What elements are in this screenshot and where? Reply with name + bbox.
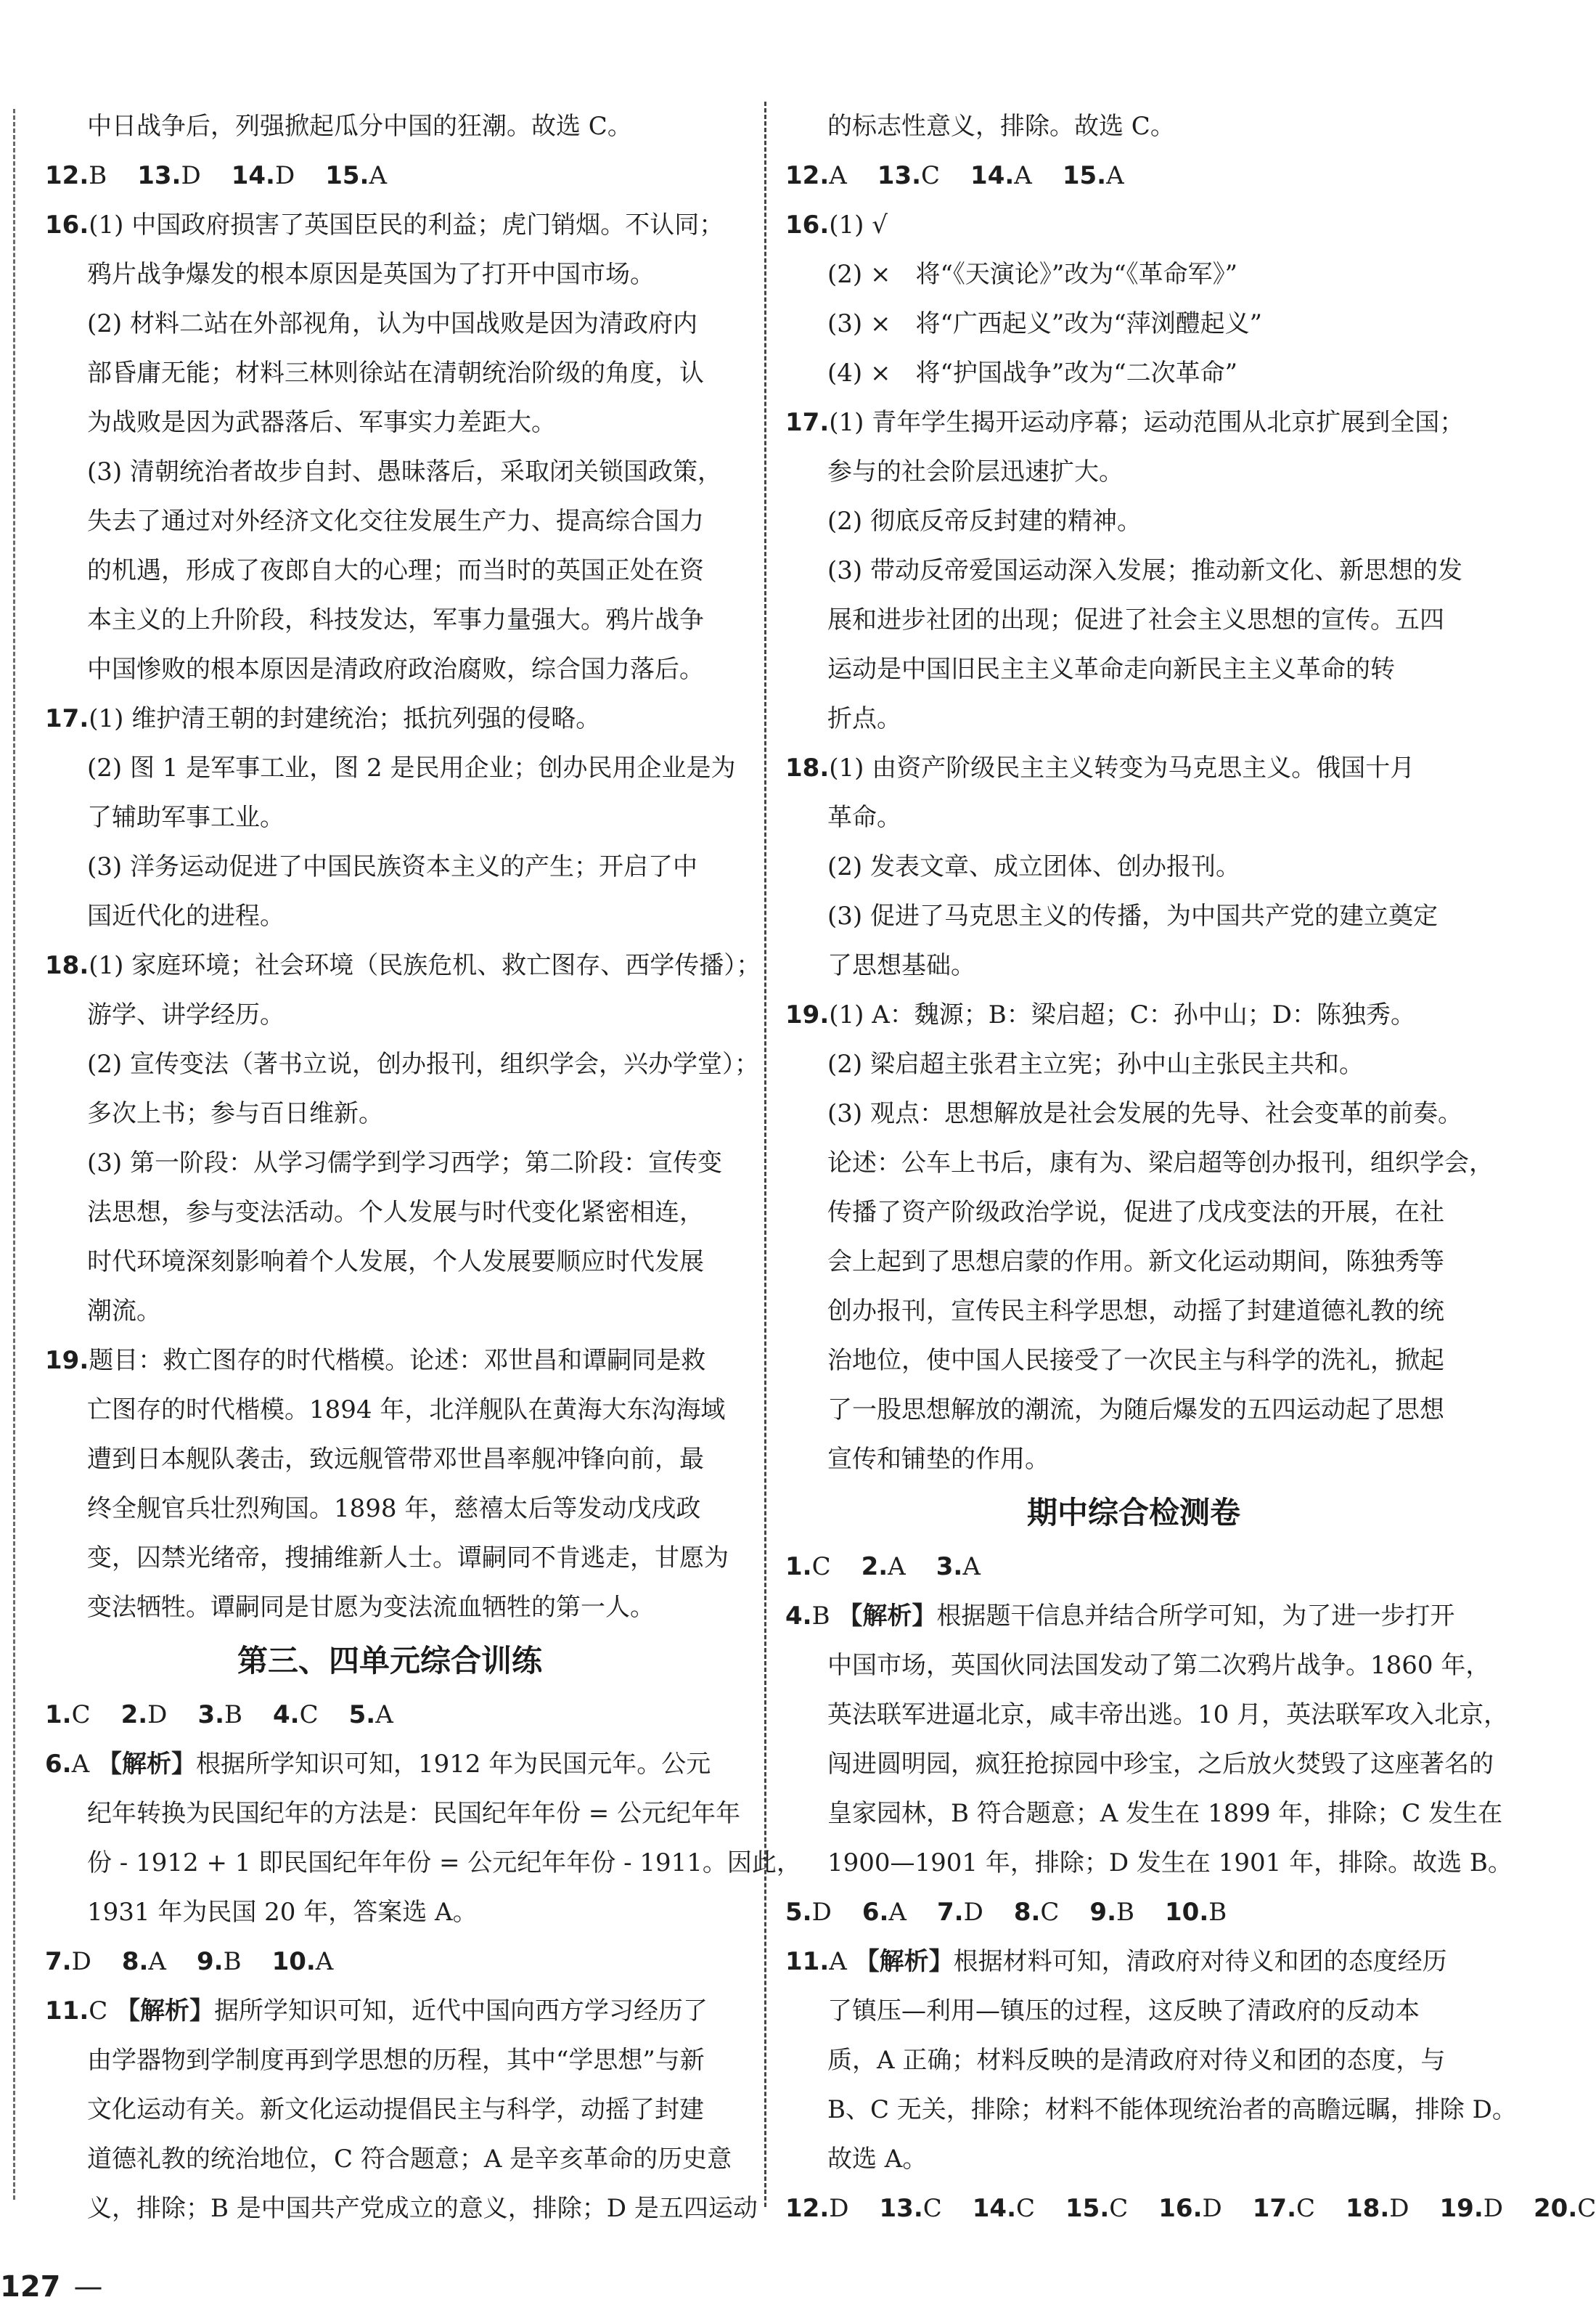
section-heading: 期中综合检测卷 (1026, 1495, 1240, 1530)
question-number: 1. (45, 1700, 72, 1729)
answer-text-line: 了思想基础。 (827, 951, 975, 980)
question-answer-line (785, 743, 1482, 793)
answer-text-line: 宣传和铺垫的作用。 (827, 1445, 1049, 1474)
answer-text-line: 终全舰官兵壮烈殉国。1898 年，慈禧太后等发动戊戌政 (87, 1494, 701, 1523)
answer-letter: B (811, 1602, 838, 1631)
answer-letter: D (274, 161, 295, 190)
question-number: 3. (197, 1700, 225, 1729)
answer-letter: A (829, 1947, 855, 1976)
answer-text-line: 份 - 1912 + 1 即民国纪年年份 = 公元纪年年份 - 1911。因此， (87, 1848, 801, 1877)
answer-item (862, 1542, 906, 1591)
answer-item (272, 1937, 334, 1986)
answer-item (1165, 1888, 1227, 1937)
question-number: 17. (785, 408, 830, 437)
answer-text-line: 游学、讲学经历。 (87, 1000, 285, 1029)
question-number: 19. (785, 1000, 830, 1029)
answer-text-line: (3) 观点：思想解放是社会发展的先导、社会变革的前奏。 (827, 1099, 1462, 1128)
question-number: 5. (785, 1898, 812, 1927)
answer-row (785, 1888, 1482, 1937)
answer-letter: D (1483, 2194, 1503, 2223)
answer-item (1440, 2184, 1504, 2233)
question-number: 13. (879, 2194, 923, 2223)
answer-row (785, 151, 1482, 200)
question-number: 16. (45, 211, 89, 240)
answer-text-line: 故选 A。 (827, 2145, 928, 2174)
answer-letter: D (963, 1898, 983, 1927)
answer-letter: A (962, 1552, 981, 1581)
answer-letter: A (1106, 161, 1124, 190)
question-number: 14. (231, 161, 275, 190)
answer-text-line: (2) 发表文章、成立团体、创办报刊。 (827, 852, 1240, 881)
answer-text-line: (4) × 将“护国战争”改为“二次革命” (827, 359, 1237, 388)
answer-row (45, 151, 734, 200)
question-number: 3. (936, 1552, 963, 1581)
answer-item (785, 2184, 849, 2233)
answer-letter: A (71, 1750, 97, 1779)
question-number: 10. (271, 1947, 316, 1976)
answer-item (1534, 2184, 1596, 2233)
answer-text-line: 传播了资产阶级政治学说，促进了戊戌变法的开展，在社 (827, 1198, 1444, 1227)
answer-text: (1) 家庭环境；社会环境（民族危机、救亡图存、西学传播）； (89, 951, 761, 980)
answer-item (1158, 2184, 1222, 2233)
answer-letter: A (1014, 161, 1032, 190)
answer-text-line: 闯进圆明园，疯狂抢掠园中珍宝，之后放火焚毁了这座著名的 (827, 1750, 1494, 1779)
answer-item (137, 151, 201, 200)
answer-text-line: (2) 材料二站在外部视角，认为中国战败是因为清政府内 (87, 309, 697, 338)
answer-item (936, 1542, 981, 1591)
answer-text-line: 义，排除；B 是中国共产党成立的意义，排除；D 是五四运动 (87, 2194, 758, 2223)
answer-text-line: 运动是中国旧民主主义革命走向新民主主义革命的转 (827, 655, 1395, 684)
answer-item (877, 151, 940, 200)
question-number: 2. (861, 1552, 888, 1581)
question-answer-line (45, 1739, 734, 1789)
answer-item (325, 151, 387, 200)
answer-letter: A (148, 1947, 166, 1976)
answer-text-line: 为战败是因为武器落后、军事实力差距大。 (87, 408, 556, 437)
question-answer-line (785, 1591, 1482, 1641)
answer-text-line: 变法牺牲。谭嗣同是甘愿为变法流血牺牲的第一人。 (87, 1593, 655, 1622)
analysis-tag: 【解析】 (115, 1996, 215, 2026)
answer-text: (1) 由资产阶级民主主义转变为马克思主义。俄国十月 (829, 754, 1415, 783)
answer-letter: D (147, 1700, 168, 1729)
question-number: 9. (1089, 1898, 1116, 1927)
question-number: 14. (970, 161, 1015, 190)
answer-letter: D (181, 161, 201, 190)
answer-text: 根据题干信息并结合所学可知，为了进一步打开 (936, 1602, 1455, 1631)
answer-row (45, 1937, 734, 1986)
answer-item (1014, 1888, 1060, 1937)
answer-text-line: (3) 带动反帝爱国运动深入发展；推动新文化、新思想的发 (827, 556, 1462, 585)
question-number: 13. (137, 161, 181, 190)
answer-text-line: 参与的社会阶层迅速扩大。 (827, 457, 1124, 486)
question-number: 5. (348, 1700, 376, 1729)
answer-letter: C (921, 161, 941, 190)
answer-letter: C (922, 2194, 942, 2223)
question-number: 14. (972, 2194, 1016, 2223)
answer-letter: A (888, 1552, 906, 1581)
answer-text-line: 亡图存的时代楷模。1894 年，北洋舰队在黄海大东沟海域 (87, 1395, 726, 1424)
analysis-tag: 【解析】 (97, 1750, 196, 1779)
question-number: 17. (45, 704, 89, 733)
answer-letter: A (369, 161, 388, 190)
answer-text-line: 纪年转换为民国纪年的方法是：民国纪年年份 = 公元纪年年 (87, 1799, 741, 1828)
answer-text-line: (2) 彻底反帝反封建的精神。 (827, 507, 1142, 536)
answer-item (197, 1937, 242, 1986)
question-answer-line (45, 694, 734, 743)
answer-letter: C (1577, 2194, 1596, 2223)
question-answer-line (785, 990, 1482, 1040)
question-answer-line (785, 398, 1482, 447)
answer-item (937, 1888, 983, 1937)
answer-text-line: 鸦片战争爆发的根本原因是英国为了打开中国市场。 (87, 260, 655, 289)
analysis-tag: 【解析】 (838, 1602, 937, 1631)
binding-edge-line (13, 109, 15, 2200)
answer-text-line: 展和进步社团的出现；促进了社会主义思想的宣传。五四 (827, 605, 1444, 635)
answer-item (862, 1888, 907, 1937)
question-number: 18. (785, 754, 830, 783)
answer-letter: B (1208, 1898, 1227, 1927)
answer-item (121, 1690, 168, 1739)
answer-text-line: 时代环境深刻影响着个人发展，个人发展要顺应时代发展 (87, 1247, 704, 1276)
page-footer (0, 2265, 103, 2309)
answer-item (880, 2184, 942, 2233)
question-number: 16. (785, 211, 830, 240)
answer-text-line: 中国惨败的根本原因是清政府政治腐败，综合国力落后。 (87, 655, 704, 684)
section-heading: 第三、四单元综合训练 (237, 1643, 542, 1678)
answer-row (45, 1690, 734, 1739)
answer-text-line: 由学器物到学制度再到学思想的历程，其中“学思想”与新 (87, 2046, 705, 2075)
answer-text: 根据所学知识可知，1912 年为民国元年。公元 (195, 1750, 711, 1779)
answer-letter: D (829, 2194, 849, 2223)
answer-text-line: 的标志性意义，排除。故选 C。 (827, 112, 1175, 141)
answer-text-line: 变，囚禁光绪帝，搜捕维新人士。谭嗣同不肯逃走，甘愿为 (87, 1543, 729, 1572)
answer-item (785, 151, 847, 200)
answer-letter: D (811, 1898, 832, 1927)
answer-item (45, 151, 107, 200)
answer-text: (1) √ (829, 211, 888, 240)
answer-letter: C (1015, 2194, 1035, 2223)
answer-item (1346, 2184, 1409, 2233)
answer-text-line: 中国市场，英国伙同法国发动了第二次鸦片战争。1860 年， (827, 1651, 1491, 1680)
answer-text-line: (3) 第一阶段：从学习儒学到学习西学；第二阶段：宣传变 (87, 1149, 722, 1178)
question-answer-line (785, 200, 1482, 250)
question-number: 16. (1158, 2194, 1203, 2223)
answer-text-line: 多次上书；参与百日维新。 (87, 1099, 383, 1128)
question-number: 18. (45, 951, 89, 980)
question-number: 6. (45, 1750, 72, 1779)
answer-item (232, 151, 295, 200)
answer-letter: B (1116, 1898, 1134, 1927)
question-number: 8. (1013, 1898, 1041, 1927)
answer-item (973, 2184, 1035, 2233)
question-number: 2. (120, 1700, 148, 1729)
answer-text-line: 了一股思想解放的潮流，为随后爆发的五四运动起了思想 (827, 1395, 1444, 1424)
question-number: 11. (785, 1947, 830, 1976)
answer-text-line: 1900—1901 年，排除；D 发生在 1901 年，排除。故选 B。 (827, 1848, 1513, 1877)
answer-letter: C (71, 1700, 91, 1729)
answer-letter: B (89, 161, 107, 190)
answer-text: (1) A：魏源；B：梁启超；C：孙中山；D：陈独秀。 (829, 1000, 1416, 1029)
answer-item (785, 1542, 831, 1591)
answer-text-line: 本主义的上升阶段，科技发达，军事力量强大。鸦片战争 (87, 605, 704, 635)
question-number: 19. (1439, 2194, 1484, 2223)
question-number: 15. (1062, 161, 1107, 190)
answer-text-line: 英法联军进逼北京，咸丰帝出逃。10 月，英法联军攻入北京， (827, 1700, 1509, 1729)
answer-row (785, 2184, 1596, 2233)
question-number: 10. (1165, 1898, 1209, 1927)
answer-letter: D (1202, 2194, 1222, 2223)
answer-text-line: (3) × 将“广西起义”改为“萍浏醴起义” (827, 309, 1262, 338)
question-number: 18. (1346, 2194, 1390, 2223)
left-column (45, 102, 801, 2233)
question-number: 17. (1252, 2194, 1296, 2223)
answer-letter: B (223, 1947, 242, 1976)
answer-letter: C (1296, 2194, 1315, 2223)
answer-letter: C (299, 1700, 319, 1729)
answer-letter: C (89, 1996, 116, 2026)
question-number: 6. (862, 1898, 889, 1927)
answer-letter: A (888, 1898, 907, 1927)
answer-item (45, 1690, 91, 1739)
answer-text-line: 论述：公车上书后，康有为、梁启超等创办报刊，组织学会， (827, 1149, 1494, 1178)
answer-text-line: 文化运动有关。新文化运动提倡民主与科学，动摇了封建 (87, 2095, 704, 2124)
question-number: 12. (785, 161, 830, 190)
answer-letter: C (1040, 1898, 1060, 1927)
question-answer-line (785, 1937, 1482, 1986)
question-number: 11. (45, 1996, 89, 2026)
answer-item (970, 151, 1032, 200)
question-number: 9. (196, 1947, 224, 1976)
answer-item (349, 1690, 393, 1739)
answer-text-line: 中日战争后，列强掀起瓜分中国的狂潮。故选 C。 (87, 112, 632, 141)
answer-text: (1) 中国政府损害了英国臣民的利益；虎门销烟。不认同； (89, 211, 724, 240)
answer-text-line: (2) 图 1 是军事工业，图 2 是民用企业；创办民用企业是为 (87, 754, 736, 783)
answer-text-line: 会上起到了思想启蒙的作用。新文化运动期间，陈独秀等 (827, 1247, 1444, 1276)
answer-text-line: (2) × 将“《天演论》”改为“《革命军》” (827, 260, 1237, 289)
question-number: 12. (45, 161, 89, 190)
answer-text-line: 部昏庸无能；材料三林则徐站在清朝统治阶级的角度，认 (87, 359, 704, 388)
answer-text-line: 1931 年为民国 20 年，答案选 A。 (87, 1898, 478, 1927)
answer-text-line: (2) 梁启超主张君主立宪；孙中山主张民主共和。 (827, 1050, 1364, 1079)
answer-text: (1) 维护清王朝的封建统治；抵抗列强的侵略。 (89, 704, 601, 733)
question-number: 1. (785, 1552, 812, 1581)
answer-text-line: 的机遇，形成了夜郎自大的心理；而当时的英国正处在资 (87, 556, 704, 585)
answer-text-line: B、C 无关，排除；材料不能体现统治者的高瞻远瞩，排除 D。 (827, 2095, 1517, 2124)
answer-text-line: 国近代化的进程。 (87, 902, 285, 931)
answer-text-line: (3) 清朝统治者故步自封、愚昧落后，采取闭关锁国政策， (87, 457, 722, 486)
page-number: 127 (0, 2270, 61, 2304)
answer-text-line: 失去了通过对外经济文化交往发展生产力、提高综合国力 (87, 507, 704, 536)
answer-text-line: 革命。 (827, 803, 901, 832)
question-number: 13. (877, 161, 922, 190)
answer-text-line: (3) 洋务运动促进了中国民族资本主义的产生；开启了中 (87, 852, 697, 881)
answer-text-line: 道德礼教的统治地位，C 符合题意；A 是辛亥革命的历史意 (87, 2145, 732, 2174)
footer-dash: — (73, 2270, 103, 2304)
answer-text-line: 了辅助军事工业。 (87, 803, 285, 832)
column-divider (764, 102, 766, 2207)
answer-letter: C (811, 1552, 831, 1581)
question-answer-line (45, 200, 734, 250)
question-number: 7. (45, 1947, 72, 1976)
answer-item (1065, 2184, 1128, 2233)
right-column (785, 102, 1596, 2233)
question-number: 4. (785, 1602, 812, 1631)
question-number: 7. (936, 1898, 964, 1927)
question-number: 4. (273, 1700, 300, 1729)
answer-letter: C (1109, 2194, 1129, 2223)
question-answer-line (45, 941, 761, 990)
answer-text-line: 了镇压—利用—镇压的过程，这反映了清政府的反动本 (827, 1996, 1420, 2026)
answer-text-line: 皇家园林，B 符合题意；A 发生在 1899 年，排除；C 发生在 (827, 1799, 1503, 1828)
answer-text: 据所学知识可知，近代中国向西方学习经历了 (214, 1996, 708, 2026)
answer-item (45, 1937, 91, 1986)
answer-text-line: 折点。 (827, 704, 901, 733)
answer-text-line: 法思想，参与变法活动。个人发展与时代变化紧密相连， (87, 1198, 704, 1227)
question-number: 19. (45, 1346, 89, 1375)
answer-text-line: 质，A 正确；材料反映的是清政府对待义和团的态度，与 (827, 2046, 1446, 2075)
answer-text-line: 遭到日本舰队袭击，致远舰管带邓世昌率舰冲锋向前，最 (87, 1445, 704, 1474)
answer-letter: D (1389, 2194, 1409, 2223)
answer-item (122, 1937, 166, 1986)
question-number: 20. (1534, 2194, 1578, 2223)
question-number: 15. (325, 161, 369, 190)
answer-text-line: (3) 促进了马克思主义的传播，为中国共产党的建立奠定 (827, 902, 1438, 931)
answer-letter: A (315, 1947, 334, 1976)
question-answer-line (45, 1986, 734, 2036)
answer-text: 题目：救亡图存的时代楷模。论述：邓世昌和谭嗣同是救 (89, 1346, 706, 1375)
question-number: 8. (121, 1947, 149, 1976)
answer-row (785, 1542, 1482, 1591)
answer-text-line: 创办报刊，宣传民主科学思想，动摇了封建道德礼教的统 (827, 1297, 1444, 1326)
question-number: 12. (785, 2194, 830, 2223)
answer-text: 根据材料可知，清政府对待义和团的态度经历 (953, 1947, 1447, 1976)
answer-item (197, 1690, 242, 1739)
question-number: 15. (1065, 2194, 1110, 2223)
answer-item (1253, 2184, 1315, 2233)
answer-text-line: 治地位，使中国人民接受了一次民主与科学的洗礼，掀起 (827, 1346, 1444, 1375)
question-answer-line (45, 1336, 734, 1385)
answer-item (1063, 151, 1124, 200)
answer-text-line: 潮流。 (87, 1297, 161, 1326)
analysis-tag: 【解析】 (854, 1947, 954, 1976)
answer-item (1089, 1888, 1134, 1937)
answer-item (785, 1888, 832, 1937)
answer-letter: A (829, 161, 847, 190)
answer-text: (1) 青年学生揭开运动序幕；运动范围从北京扩展到全国； (829, 408, 1465, 437)
answer-text-line: (2) 宣传变法（著书立说，创办报刊，组织学会，兴办学堂）； (87, 1050, 759, 1079)
answer-item (273, 1690, 319, 1739)
answer-letter: B (224, 1700, 243, 1729)
answer-letter: D (71, 1947, 91, 1976)
answer-letter: A (375, 1700, 393, 1729)
